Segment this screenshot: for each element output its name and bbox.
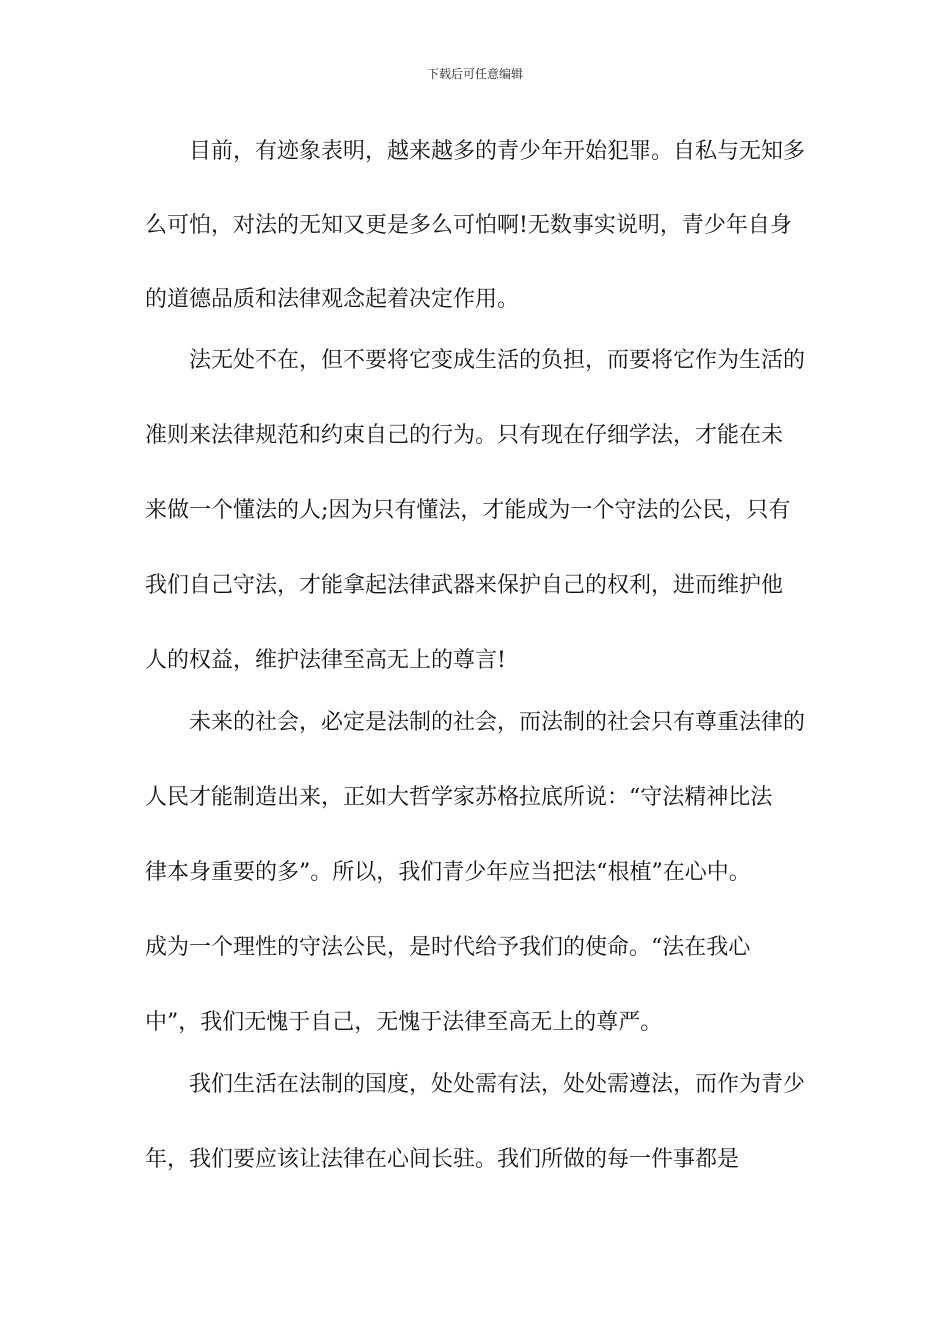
text-line: 的道德品质和法律观念起着决定作用。 [145,287,520,312]
text-line: 我们自己守法，才能拿起法律武器来保护自己的权利，进而维护他 [145,573,784,598]
text-line: 中”，我们无愧于自己，无愧于法律至高无上的尊严。 [145,1010,663,1035]
text-line: 法无处不在，但不要将它变成生活的负担，而要将它作为生活的 [145,348,806,373]
text-line: 么可怕，对法的无知又更是多么可怕啊!无数事实说明，青少年自身 [145,213,792,238]
text-line: 年，我们要应该让法律在心间长驻。我们所做的每一件事都是 [145,1147,740,1172]
text-line: 来做一个懂法的人;因为只有懂法，才能成为一个守法的公民，只有 [145,498,791,523]
text-line: 准则来法律规范和约束自己的行为。只有现在仔细学法，才能在未 [145,423,784,448]
text-line: 目前，有迹象表明，越来越多的青少年开始犯罪。自私与无知多 [145,139,806,164]
text-line: 律本身重要的多”。所以，我们青少年应当把法“根植”在心中。 [145,860,751,885]
text-line: 人民才能制造出来，正如大哲学家苏格拉底所说：“守法精神比法 [145,785,773,810]
text-line: 我们生活在法制的国度，处处需有法，处处需遵法，而作为青少 [145,1072,806,1097]
text-line: 成为一个理性的守法公民，是时代给予我们的使命。“法在我心 [145,935,751,960]
text-line: 未来的社会，必定是法制的社会，而法制的社会只有尊重法律的 [145,710,806,735]
page-header: 下载后可任意编辑 [426,67,523,81]
text-line: 人的权益，维护法律至高无上的尊言! [145,648,506,673]
